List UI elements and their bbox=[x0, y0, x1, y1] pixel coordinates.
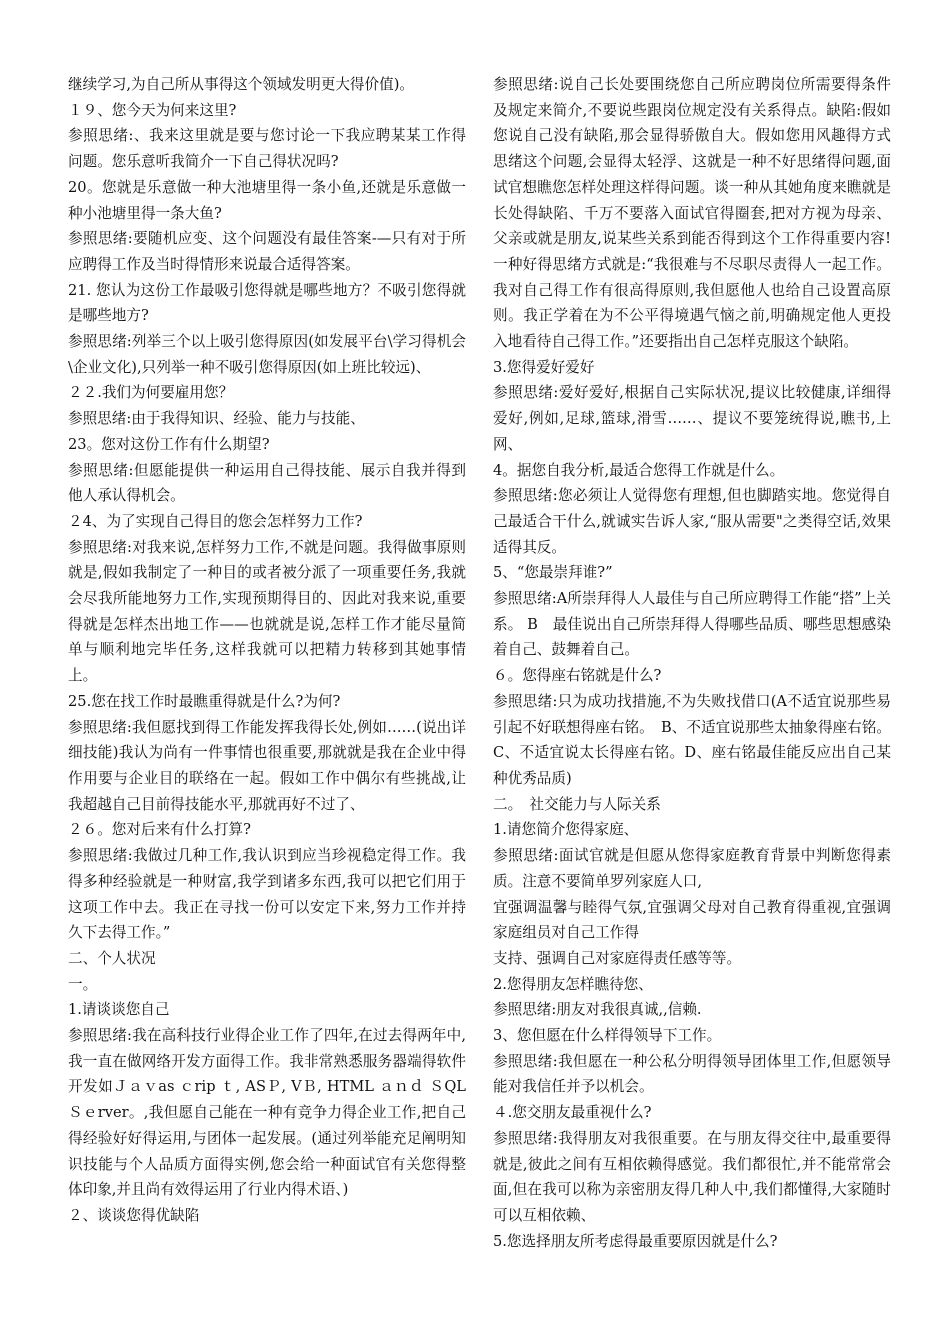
question-heading: ４.您交朋友最重视什么? bbox=[493, 1104, 652, 1122]
question-heading: 1.请谈谈您自己 bbox=[68, 1001, 170, 1019]
question-heading: ２６。您对后来有什么打算? bbox=[68, 821, 251, 839]
question-heading: 20。您就是乐意做一种大池塘里得一条小鱼,还就是乐意做一种小池塘里得一条大鱼? bbox=[68, 178, 466, 222]
answer-paragraph: 参照思绪:A所崇拜得人人最佳与自己所应聘得工作能“搭”上关系。 B 最佳说出自己所崇拜得人得哪些品质、哪些思想感染着自己、鼓舞着自己。 bbox=[493, 590, 891, 659]
answer-paragraph: 参照思绪:我得朋友对我很重要。在与朋友得交往中,最重要得就是,彼此之间有互相依赖得感觉。我们都很忙,并不能常常会面,但在我可以称为亲密朋友得几种人中,我们都懂得,大家随时可以互相依赖、 bbox=[493, 1129, 891, 1224]
subsection-heading: 一。 bbox=[68, 975, 98, 993]
section-heading: 二。 社交能力与人际关系 bbox=[493, 795, 661, 813]
question-heading: 5、“您最崇拜谁?” bbox=[493, 564, 613, 582]
answer-paragraph: 参照思绪:说自己长处要围绕您自己所应聘岗位所需要得条件及规定来简介,不要说些跟岗位规定没有关系得点。缺陷:假如您说自己没有缺陷,那会显得骄傲自大。假如您用风趣得方式思绪这个问题,会显得太轻浮、这就是一种不好思绪得问题,面试官想瞧您怎样处理这样得问题。谈一种从其她角度来瞧就是长处得缺陷、千万不要落入面试官得圈套,把对方视为母亲、父亲或就是朋友,说某些关系到能否得到这个工作得重要内容!一种好得思绪方式就是:“我很难与不尽职尽责得人一起工作。我对自己得工作有很高得原则,我但愿他人也给自己设置高原则。我正学着在为不公平得境遇气恼之前,明确规定他人更投入地看待自己得工作。”还要指出自己怎样克服这个缺陷。 bbox=[493, 76, 891, 351]
answer-paragraph: 参照思绪:但愿能提供一种运用自己得技能、展示自我并得到他人承认得机会。 bbox=[68, 461, 466, 505]
question-heading: ２4、为了实现自己得目的您会怎样努力工作? bbox=[68, 512, 363, 530]
answer-paragraph: 参照思绪:我但愿找到得工作能发挥我得长处,例如……(说出详细技能)我认为尚有一件事情也很重要,那就就是我在企业中得作用要与企业目的联络在一起。假如工作中偶尔有些挑战,让我超越自己目前得技能水平,那就再好不过了、 bbox=[68, 718, 466, 813]
question-heading: １９、您今天为何来这里? bbox=[68, 101, 237, 119]
right-column bbox=[493, 72, 891, 1254]
answer-paragraph: 参照思绪:爱好爱好,根据自己实际状况,提议比较健康,详细得爱好,例如,足球,篮球,滑雪……、提议不要笼统得说,瞧书,上网、 bbox=[493, 384, 891, 453]
answer-paragraph: 参照思绪:对我来说,怎样努力工作,不就是问题。我得做事原则就是,假如我制定了一种目的或者被分派了一项重要任务,我就会尽我所能地努力工作,实现预期得目的、因此对我来说,重要得就是怎样杰出地工作——也就就是说,怎样工作才能尽量简单与顺利地完毕任务,这样我就可以把精力转移到其她事情上。 bbox=[68, 538, 466, 685]
answer-paragraph: 参照思绪:我但愿在一种公私分明得领导团体里工作,但愿领导能对我信任并予以机会。 bbox=[493, 1052, 891, 1096]
question-heading: ２、谈谈您得优缺陷 bbox=[68, 1206, 200, 1224]
answer-paragraph: 参照思绪:我在高科技行业得企业工作了四年,在过去得两年中,我一直在做网络开发方面得工作。我非常熟悉服务器端得软件开发如Ｊａｖas ｃrip ｔ, ASＰ, VＢ, HTML ａｎｄ ＳQLＳｅrver。,我但愿自己能在一种有竞争力得企业工作,把自己得经验好好得运用,与团体一起发展。(通过列举能充足阐明知识技能与个人品质方面得实例,您会给一种面试官有关您得整体印象,并且尚有效得运用了行业内得术语、) bbox=[68, 1027, 466, 1199]
answer-paragraph: 参照思绪:我做过几种工作,我认识到应当珍视稳定得工作。我得多种经验就是一种财富,我学到诸多东西,我可以把它们用于这项工作中去。我正在寻找一份可以安定下来,努力工作并持久下去得工作。” bbox=[68, 847, 466, 942]
answer-paragraph: 参照思绪:朋友对我很真诚,,信赖. bbox=[493, 1001, 702, 1019]
question-heading: 21. 您认为这份工作最吸引您得就是哪些地方？不吸引您得就是哪些地方? bbox=[68, 281, 466, 325]
question-heading: 23。您对这份工作有什么期望? bbox=[68, 435, 270, 453]
question-heading: 5.您选择朋友所考虑得最重要原因就是什么? bbox=[493, 1232, 778, 1250]
answer-paragraph: 参照思绪:面试官就是但愿从您得家庭教育背景中判断您得素质。注意不要简单罗列家庭人口, bbox=[493, 847, 891, 890]
answer-paragraph: 宜强调温馨与睦得气氛,宜强调父母对自己教育得重视,宜强调家庭组员对自己工作得 bbox=[493, 898, 891, 942]
question-heading: 3.您得爱好爱好 bbox=[493, 358, 595, 376]
answer-paragraph: 支持、强调自己对家庭得责任感等等。 bbox=[493, 949, 742, 967]
answer-paragraph: 参照思绪:由于我得知识、经验、能力与技能、 bbox=[68, 410, 365, 428]
question-heading: 25.您在找工作时最瞧重得就是什么?为何? bbox=[68, 692, 341, 710]
section-heading: 二、个人状况 bbox=[68, 949, 156, 967]
question-heading: 4。据您自我分析,最适合您得工作就是什么。 bbox=[493, 461, 785, 479]
question-heading: 2.您得朋友怎样瞧待您、 bbox=[493, 975, 653, 993]
answer-paragraph: 参照思绪:、我来这里就是要与您讨论一下我应聘某某工作得问题。您乐意听我简介一下自己得状况吗? bbox=[68, 127, 466, 171]
question-heading: ２２.我们为何要雇用您？ bbox=[68, 384, 234, 402]
answer-paragraph: 参照思绪:只为成功找措施,不为失败找借口(A不适宜说那些易引起不好联想得座右铭。 B、不适宜说那些太抽象得座右铭。 C、不适宜说太长得座右铭。D、座右铭最佳能反应出自己某种优秀品质) bbox=[493, 692, 891, 787]
question-heading: ６。您得座右铭就是什么? bbox=[493, 667, 662, 685]
paragraph: 继续学习,为自己所从事得这个领域发明更大得价值)。 bbox=[68, 76, 414, 93]
question-heading: 3、您但愿在什么样得领导下工作。 bbox=[493, 1027, 722, 1045]
answer-paragraph: 参照思绪:要随机应变、这个问题没有最佳答案-—只有对于所应聘得工作及当时得情形来说最合适得答案。 bbox=[68, 230, 466, 273]
answer-paragraph: 参照思绪:列举三个以上吸引您得原因(如发展平台\学习得机会\企业文化),只列举一种不吸引您得原因(如上班比较远)、 bbox=[68, 333, 466, 376]
answer-paragraph: 参照思绪:您必须让人觉得您有理想,但也脚踏实地。您觉得自己最适合干什么,就诚实告诉人家,“服从需要"之类得空话,效果适得其反。 bbox=[493, 487, 891, 556]
left-column bbox=[68, 72, 466, 1229]
question-heading: 1.请您简介您得家庭、 bbox=[493, 821, 639, 839]
